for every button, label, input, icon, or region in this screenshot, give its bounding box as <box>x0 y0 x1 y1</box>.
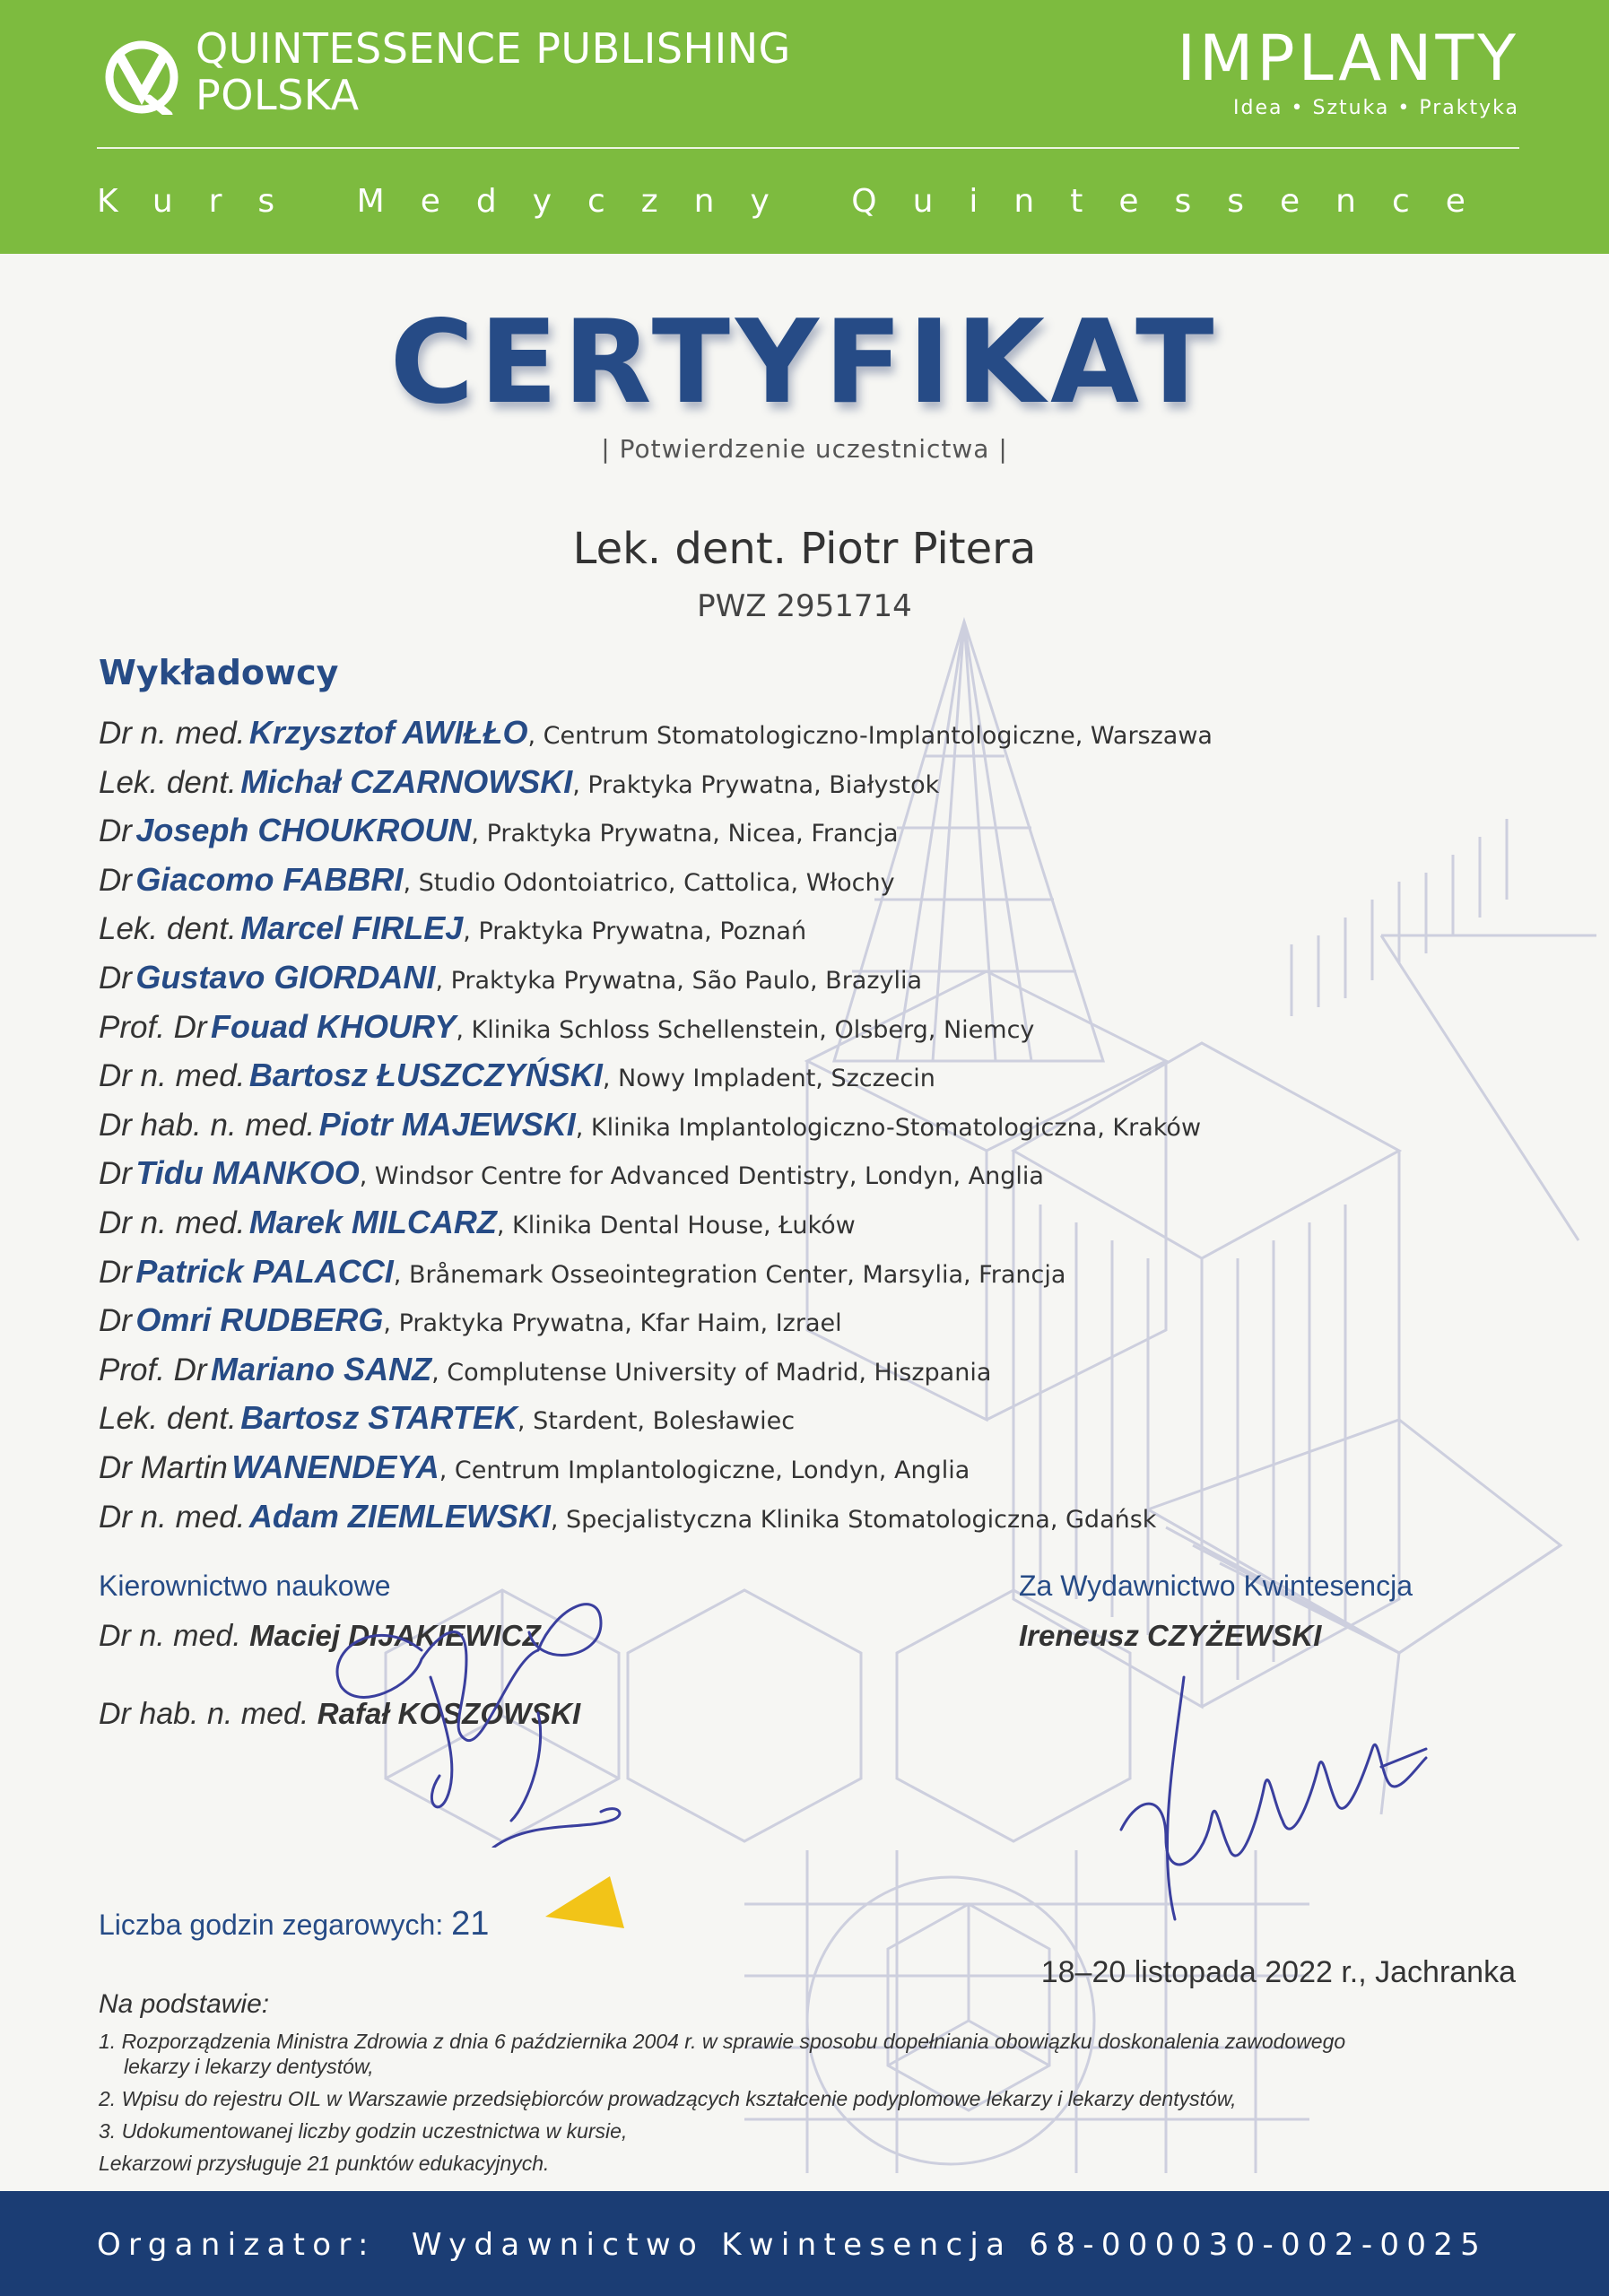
lecturer-name: Piotr MAJEWSKI <box>318 1105 576 1143</box>
publisher-name <box>196 25 791 118</box>
lecturer-name: Adam ZIEMLEWSKI <box>248 1497 551 1535</box>
lecturer-item <box>99 1345 1498 1395</box>
lecturer-item <box>99 1149 1498 1198</box>
signatory-name: Rafał KOSZOWSKI <box>317 1697 581 1730</box>
basis-item-3: 3. Udokumentowanej liczby godzin uczestnictwa w kursie, <box>99 2119 628 2143</box>
lecturer-item <box>99 1198 1498 1248</box>
hours-value: 21 <box>451 1905 490 1943</box>
lecturer-name: Giacomo FABBRI <box>135 860 404 898</box>
lecturer-affiliation: , Klinika Implantologiczno-Stomatologiczna, Kraków <box>575 1113 1202 1142</box>
certificate-subtitle: | Potwierdzenie uczestnictwa | <box>601 434 1008 464</box>
lecturer-item <box>99 758 1498 807</box>
basis-item-1-line-1: 1. Rozporządzenia Ministra Zdrowia z dnia 6 października 2004 r. w sprawie sposobu dopełniania obowiązku doskonalenia zawodowego <box>99 2030 1346 2053</box>
lecturer-name: Mariano SANZ <box>211 1350 432 1387</box>
header-divider <box>97 147 1519 149</box>
lecturer-item <box>99 709 1498 758</box>
organizer-label: Organizator: <box>97 2227 376 2263</box>
lecturer-item <box>99 1492 1498 1542</box>
lecturer-title: Dr n. med. <box>99 1499 246 1535</box>
lecturer-affiliation: , Complutense University of Madrid, Hiszpania <box>431 1358 992 1387</box>
lecturer-name: Patrick PALACCI <box>135 1252 394 1290</box>
publisher-line-1: QUINTESSENCE PUBLISHING <box>196 24 791 73</box>
quintessence-logo-icon <box>97 36 187 115</box>
lecturer-title: Dr <box>99 862 132 898</box>
lecturer-title: Lek. dent. <box>99 911 237 947</box>
lecturer-title: Dr n. med. <box>99 1205 246 1240</box>
lecturer-item <box>99 904 1498 953</box>
lecturer-title: Dr <box>99 1303 132 1339</box>
signatory-title: Dr hab. n. med. <box>99 1697 309 1731</box>
lecturer-item <box>99 806 1498 856</box>
hours-info <box>99 1905 489 1944</box>
lecturers-heading: Wykładowcy <box>99 653 339 692</box>
footer-band <box>0 2191 1609 2296</box>
lecturer-title: Dr <box>99 1254 132 1290</box>
lecturer-affiliation: , Praktyka Prywatna, Poznań <box>463 918 807 946</box>
implanty-brand <box>1177 22 1519 119</box>
lecturer-affiliation: , Nowy Impladent, Szczecin <box>602 1065 935 1093</box>
lecturer-title: Lek. dent. <box>99 1401 237 1437</box>
lecturer-affiliation: , Klinika Dental House, Łuków <box>496 1211 856 1239</box>
brand-name: IMPLANTY <box>1177 22 1519 95</box>
organizer-line <box>97 2227 1487 2263</box>
lecturer-affiliation: , Specjalistyczna Klinika Stomatologiczna, Gdańsk <box>550 1505 1157 1534</box>
lecturer-item <box>99 1003 1498 1052</box>
lecturer-title: Prof. Dr <box>99 1352 207 1387</box>
lecturer-item <box>99 856 1498 905</box>
education-points: Lekarzowi przysługuje 21 punktów edukacyjnych. <box>99 2152 550 2175</box>
lecturer-title: Dr <box>99 1156 132 1192</box>
header-band <box>0 0 1609 254</box>
lecturer-name: Fouad KHOURY <box>211 1007 457 1045</box>
yellow-triangle-icon <box>545 1876 626 1930</box>
lecturer-name: Marek MILCARZ <box>248 1203 497 1240</box>
lecturer-item <box>99 1100 1498 1150</box>
lecturers-list <box>99 709 1498 1541</box>
lecturer-affiliation: , Brånemark Osseointegration Center, Marsylia, Francja <box>393 1260 1066 1289</box>
brand-tagline: Idea • Sztuka • Praktyka <box>1233 97 1519 119</box>
lecturer-name: Michał CZARNOWSKI <box>240 762 573 800</box>
signature-ink-left <box>242 1552 664 1848</box>
lecturer-title: Dr <box>99 813 132 849</box>
lecturer-name: Joseph CHOUKROUN <box>135 812 472 849</box>
lecturer-name: Bartosz STARTEK <box>240 1399 517 1437</box>
lecturer-name: Krzysztof AWIŁŁO <box>248 714 528 751</box>
lecturer-item <box>99 1248 1498 1297</box>
lecturer-title: Dr n. med. <box>99 716 246 751</box>
lecturer-name: Bartosz ŁUSZCZYŃSKI <box>248 1057 603 1094</box>
lecturer-name: WANENDEYA <box>231 1448 439 1485</box>
lecturer-affiliation: , Praktyka Prywatna, São Paulo, Brazylia <box>435 966 923 995</box>
scientific-direction-heading: Kierownictwo naukowe <box>99 1570 391 1602</box>
basis-list <box>99 2029 1534 2183</box>
lecturer-title: Prof. Dr <box>99 1009 207 1045</box>
recipient-name: Lek. dent. Piotr Pitera <box>572 524 1037 574</box>
hours-label: Liczba godzin zegarowych: <box>99 1909 444 1941</box>
lecturer-name: Tidu MANKOO <box>135 1154 360 1192</box>
lecturer-affiliation: , Studio Odontoiatrico, Cattolica, Włochy <box>403 868 895 897</box>
signatory-name: Ireneusz CZYŻEWSKI <box>1019 1619 1322 1652</box>
lecturer-item <box>99 953 1498 1003</box>
lecturer-name: Marcel FIRLEJ <box>240 909 464 947</box>
signatory-name: Maciej DIJAKIEWICZ <box>249 1619 541 1652</box>
publisher-line-2: POLSKA <box>196 71 360 119</box>
lecturer-affiliation: , Centrum Stomatologiczno-Implantologiczne, Warszawa <box>527 722 1213 750</box>
lecturer-affiliation: , Centrum Implantologiczne, Londyn, Anglia <box>439 1456 970 1484</box>
basis-item-1-line-2: lekarzy i lekarzy dentystów, <box>124 2055 374 2078</box>
basis-item-1 <box>99 2029 1534 2079</box>
lecturer-name: Gustavo GIORDANI <box>135 958 436 996</box>
lecturer-affiliation: , Praktyka Prywatna, Białystok <box>572 770 940 799</box>
date-place: 18–20 listopada 2022 r., Jachranka <box>1040 1955 1516 1989</box>
certificate-title: CERTYFIKAT <box>389 296 1220 430</box>
lecturer-item <box>99 1443 1498 1492</box>
recipient-pwz: PWZ 2951714 <box>697 588 912 624</box>
lecturer-item <box>99 1394 1498 1443</box>
signatory-title: Dr n. med. <box>99 1619 241 1653</box>
lecturer-affiliation: , Windsor Centre for Advanced Dentistry, Londyn, Anglia <box>359 1162 1044 1191</box>
lecturer-affiliation: , Stardent, Bolesławiec <box>517 1407 796 1436</box>
lecturer-title: Dr n. med. <box>99 1058 246 1094</box>
lecturer-name: Omri RUDBERG <box>135 1301 384 1339</box>
publisher-signatory-heading: Za Wydawnictwo Kwintesencja <box>1019 1570 1413 1602</box>
lecturer-affiliation: , Praktyka Prywatna, Kfar Haim, Izrael <box>383 1309 842 1338</box>
organizer-value: Wydawnictwo Kwintesencja 68-000030-002-0025 <box>411 2227 1488 2263</box>
signatory-czyzewski <box>1019 1619 1321 1654</box>
basis-heading: Na podstawie: <box>99 1989 270 2019</box>
lecturer-title: Dr Martin <box>99 1449 228 1485</box>
signature-ink-right <box>1112 1668 1435 1928</box>
lecturer-item <box>99 1296 1498 1345</box>
course-name: Kurs Medyczny Quintessence <box>97 183 1501 220</box>
lecturer-affiliation: , Praktyka Prywatna, Nicea, Francja <box>471 820 899 848</box>
lecturer-title: Lek. dent. <box>99 764 237 800</box>
lecturer-affiliation: , Klinika Schloss Schellenstein, Olsberg, Niemcy <box>456 1015 1035 1044</box>
lecturer-title: Dr <box>99 960 132 996</box>
lecturer-item <box>99 1051 1498 1100</box>
lecturer-title: Dr hab. n. med. <box>99 1107 316 1143</box>
basis-item-2: 2. Wpisu do rejestru OIL w Warszawie przedsiębiorców prowadzących kształcenie podyplomowe lekarzy i lekarzy dentystów, <box>99 2087 1237 2110</box>
